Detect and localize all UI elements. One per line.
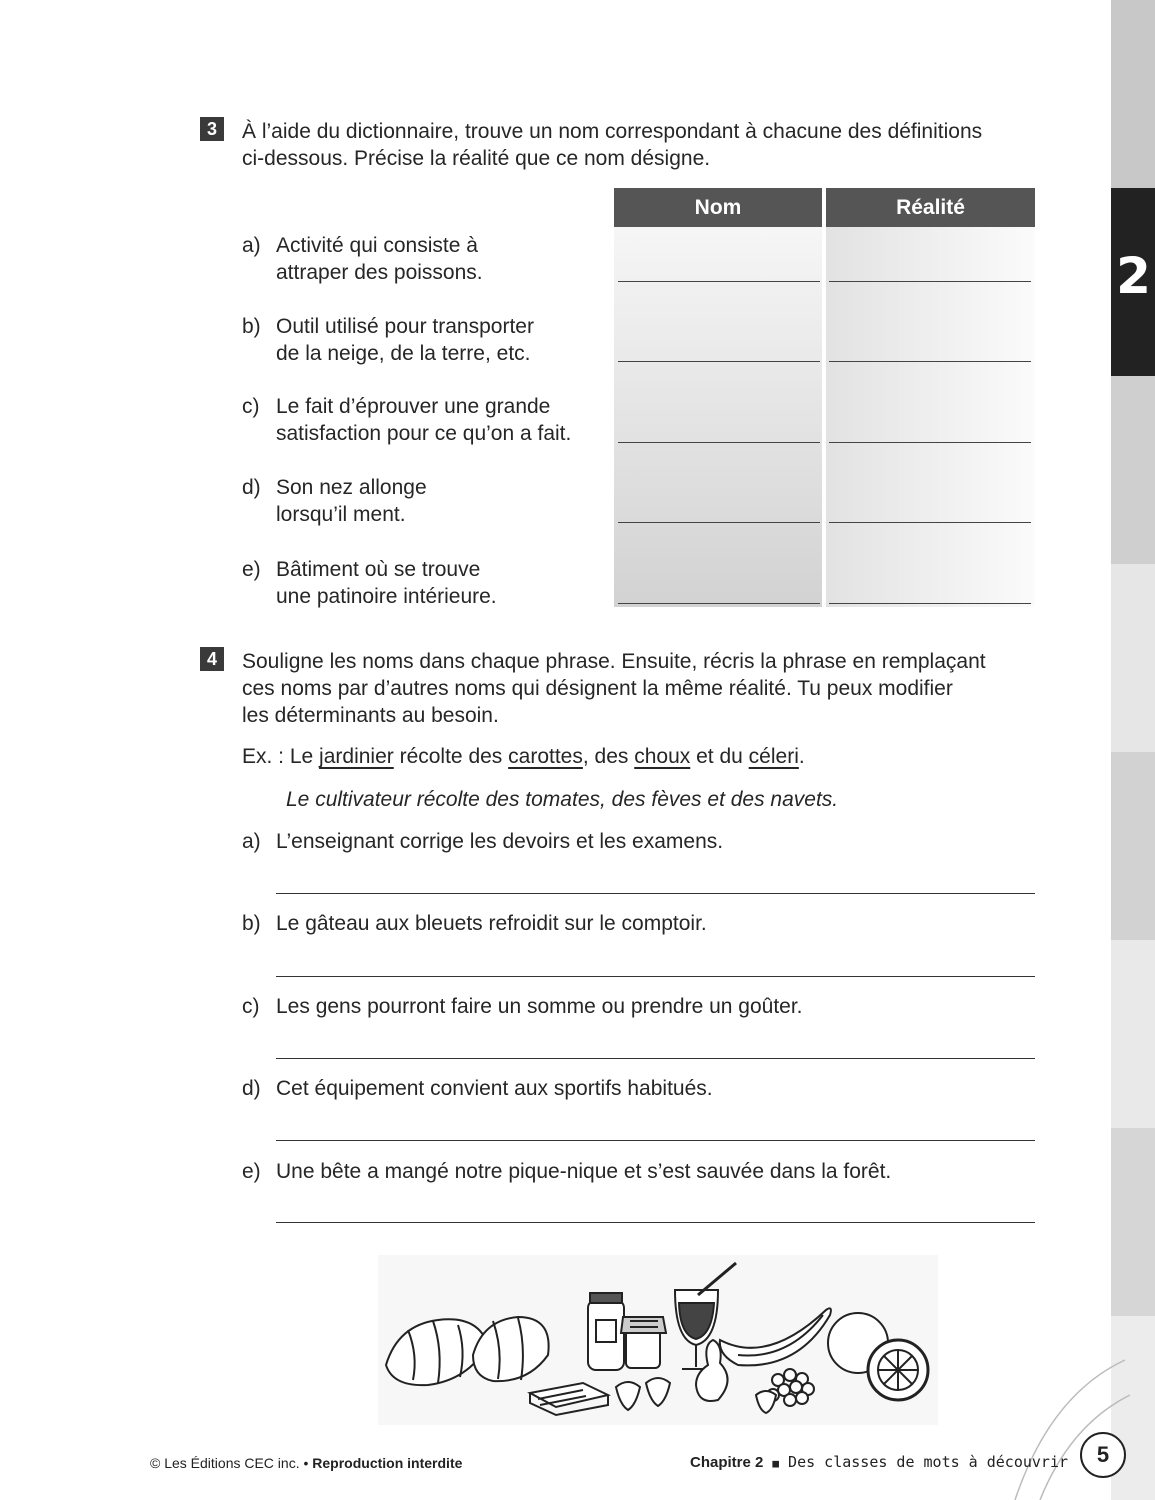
answer-line-realite-a[interactable] [829, 281, 1031, 282]
definition-e: e) Bâtiment où se trouve une patinoire intérieure. [242, 558, 497, 608]
underlined-noun: jardinier [319, 745, 394, 768]
definition-b: b) Outil utilisé pour transporter de la neige, de la terre, etc. [242, 315, 534, 365]
decorative-curve [1010, 1355, 1140, 1500]
answer-line-nom-a[interactable] [618, 281, 820, 282]
side-tab-3 [1111, 376, 1155, 564]
answer-line-realite-c[interactable] [829, 442, 1031, 443]
sentence-e: e) Une bête a mangé notre pique-nique et s’est sauvée dans la forêt. [242, 1160, 892, 1183]
example-answer: Le cultivateur récolte des tomates, des fèves et des navets. [286, 788, 839, 811]
answer-line-nom-c[interactable] [618, 442, 820, 443]
exercise-4-instruction: Souligne les noms dans chaque phrase. Ensuite, récris la phrase en remplaçant ces noms par d’autres noms qui désignent la même réalité. Tu peux modifier les déterminants au besoin. [242, 650, 986, 727]
table-header-nom: Nom [614, 188, 822, 227]
answer-line-nom-b[interactable] [618, 361, 820, 362]
answer-line-realite-b[interactable] [829, 361, 1031, 362]
side-tab-7 [1111, 1128, 1155, 1316]
rewrite-line-a[interactable] [276, 893, 1035, 894]
underlined-noun: choux [634, 745, 691, 768]
example-sentence: Ex. : Le jardinier récolte des carottes, des choux et du céleri. [242, 745, 805, 768]
definition-d: d) Son nez allonge lorsqu’il ment. [242, 476, 427, 526]
underlined-noun: céleri [748, 745, 799, 768]
rewrite-line-b[interactable] [276, 976, 1035, 977]
footer-copyright: © Les Éditions CEC inc. • Reproduction interdite [150, 1455, 463, 1471]
answer-line-nom-d[interactable] [618, 522, 820, 523]
jam-jar-icon [621, 1317, 666, 1368]
page-number: 5 [1080, 1432, 1126, 1478]
rewrite-line-c[interactable] [276, 1058, 1035, 1059]
footer-chapter: Chapitre 2 ■ Des classes de mots à découvrir [690, 1453, 1069, 1471]
definition-c: c) Le fait d’éprouver une grande satisfaction pour ce qu’on a fait. [242, 395, 572, 445]
exercise-4-badge: 4 [200, 647, 224, 671]
rewrite-line-d[interactable] [276, 1140, 1035, 1141]
answer-line-realite-e[interactable] [829, 603, 1031, 604]
answer-line-realite-d[interactable] [829, 522, 1031, 523]
definition-a: a) Activité qui consiste à attraper des poissons. [242, 234, 483, 284]
side-tab-4 [1111, 564, 1155, 752]
sentence-a: a) L’enseignant corrige les devoirs et les examens. [242, 830, 724, 853]
realite-column [826, 227, 1035, 607]
jar-icon [588, 1293, 624, 1370]
exercise-3-badge: 3 [200, 117, 224, 141]
side-tab-1 [1111, 0, 1155, 188]
food-illustration [378, 1255, 938, 1425]
answer-line-nom-e[interactable] [618, 603, 820, 604]
underlined-noun: carottes [508, 745, 583, 768]
sentence-b: b) Le gâteau aux bleuets refroidit sur le comptoir. [242, 912, 707, 935]
side-tab-5 [1111, 752, 1155, 940]
side-tab-6 [1111, 940, 1155, 1128]
rewrite-line-e[interactable] [276, 1222, 1035, 1223]
exercise-3-instruction: À l’aide du dictionnaire, trouve un nom correspondant à chacune des définitions ci-dessous. Précise la réalité que ce nom désigne. [242, 120, 983, 170]
sentence-c: c) Les gens pourront faire un somme ou prendre un goûter. [242, 995, 803, 1018]
sentence-d: d) Cet équipement convient aux sportifs habitués. [242, 1077, 713, 1100]
nom-column [614, 227, 822, 607]
table-header-realite: Réalité [826, 188, 1035, 227]
chapter-tab-number: 2 [1116, 247, 1151, 305]
